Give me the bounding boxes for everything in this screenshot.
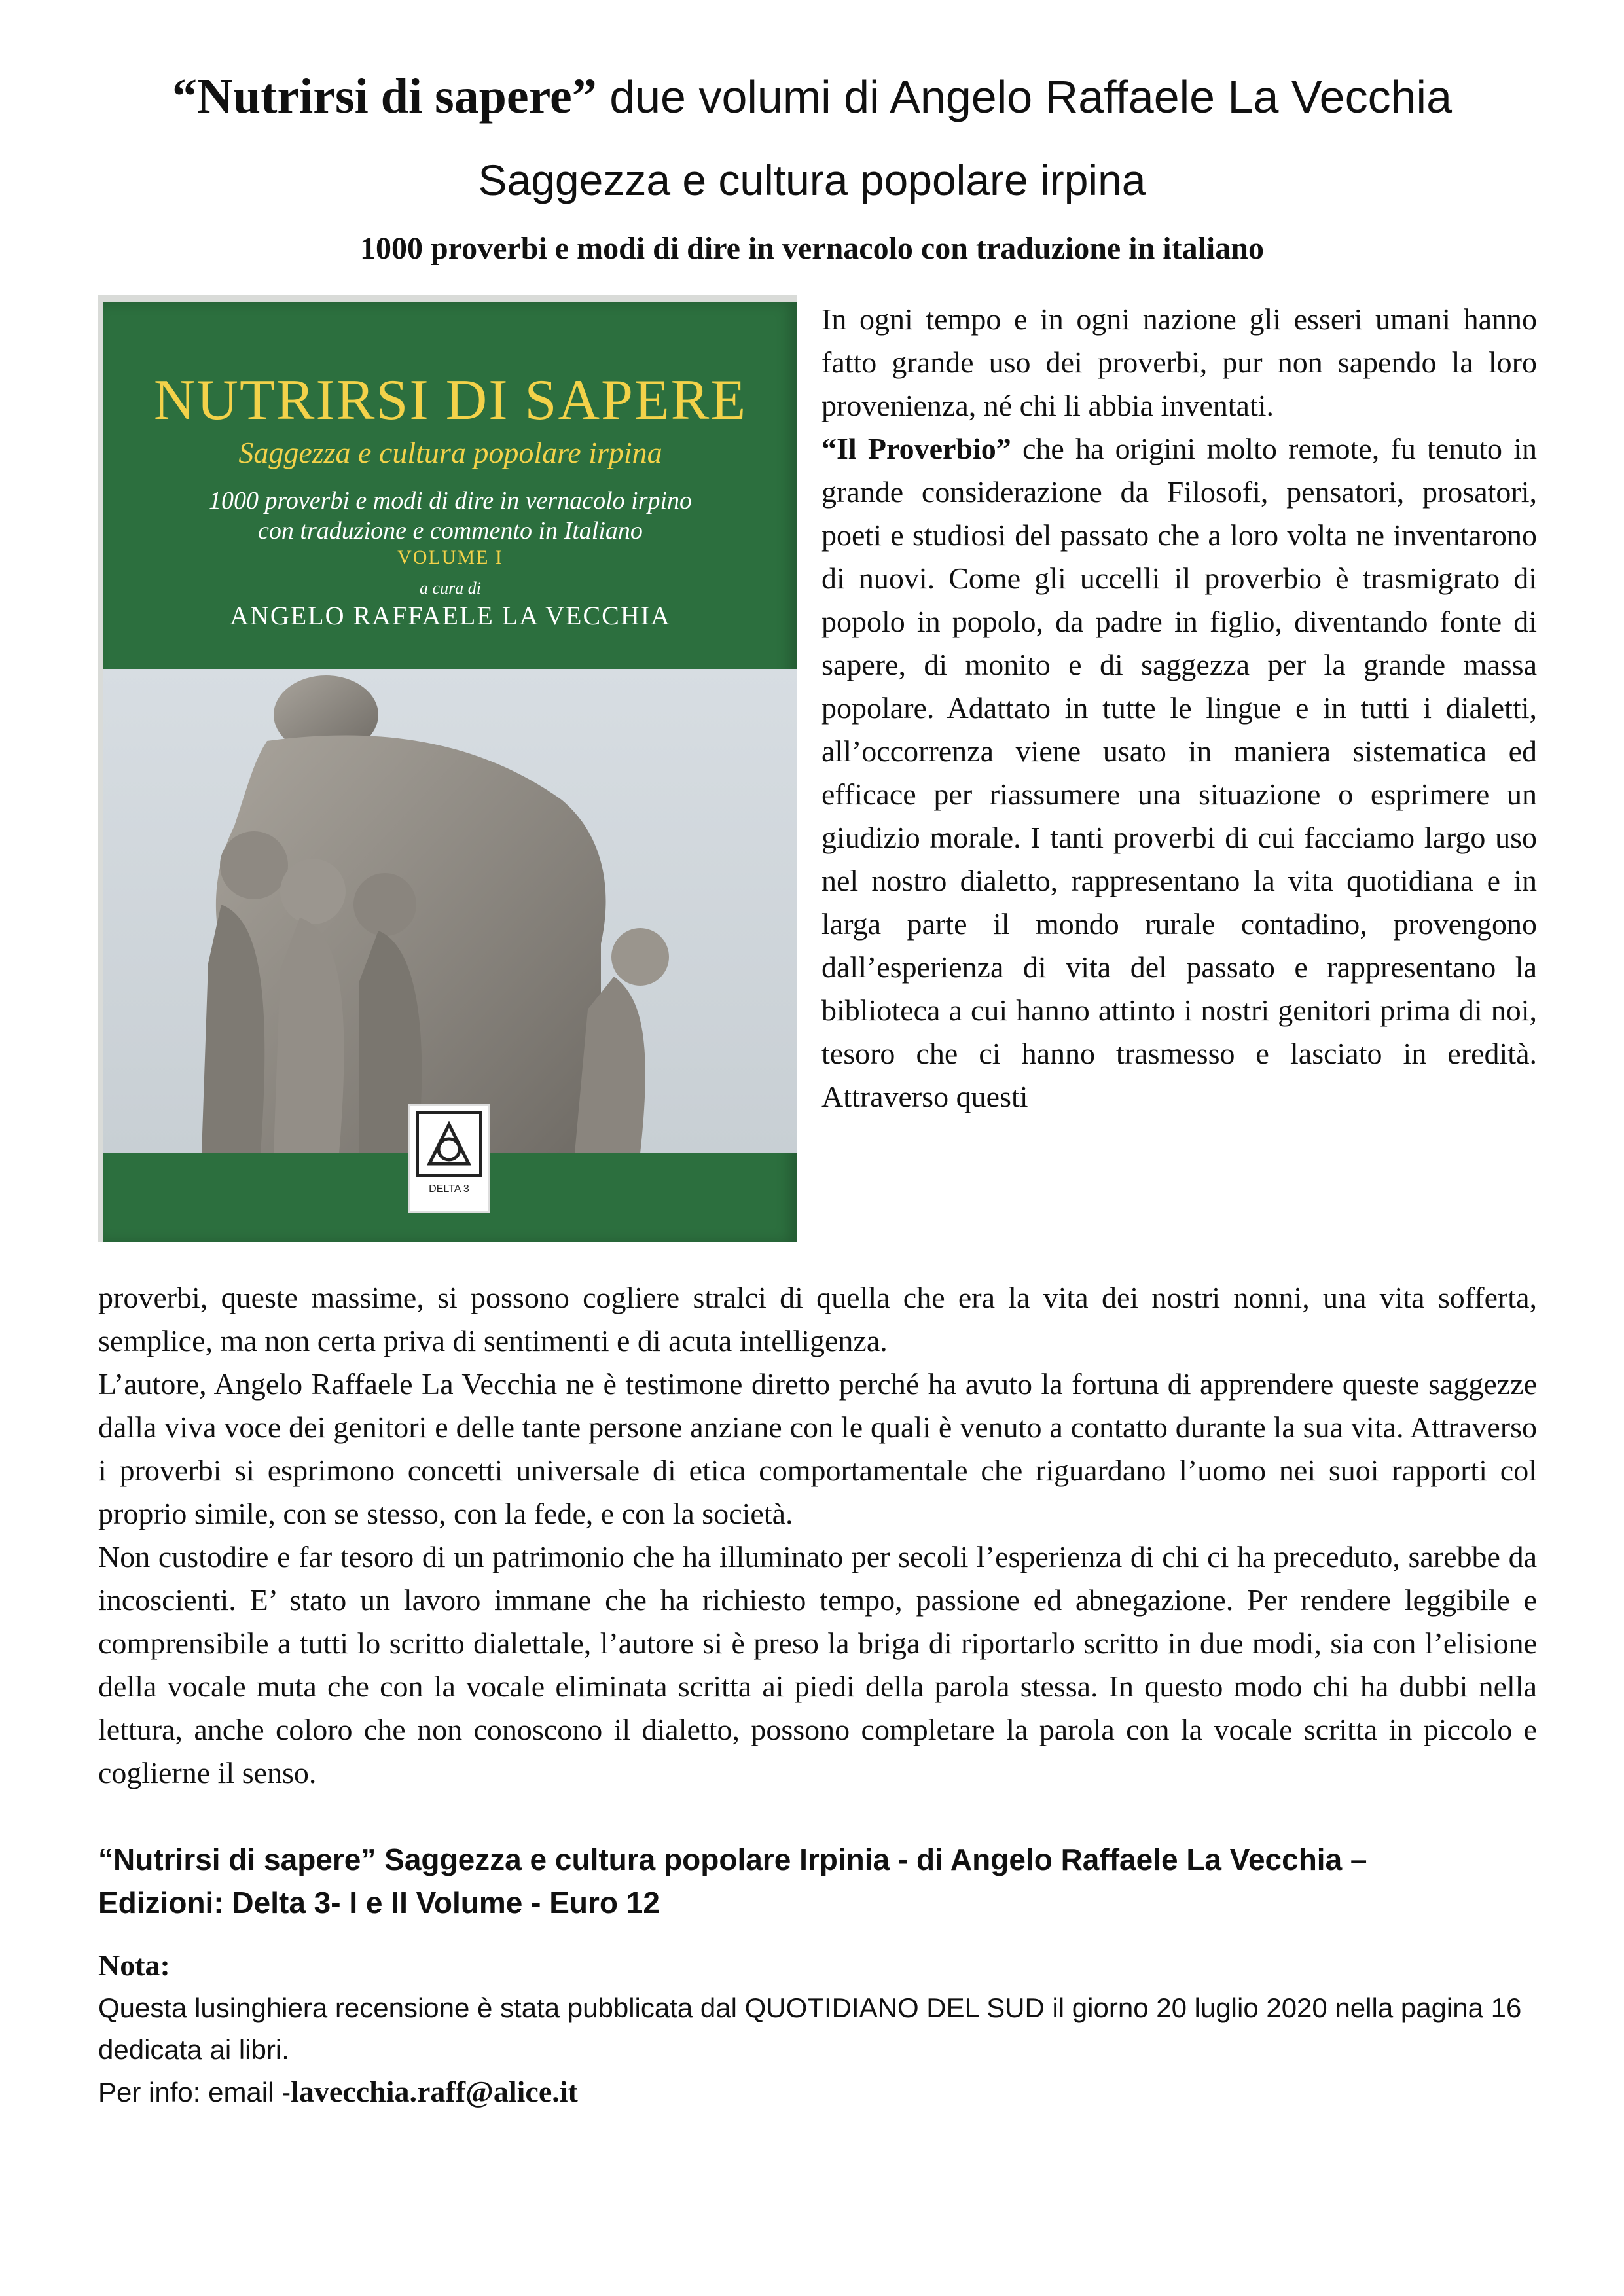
article-paragraph-2-text: che ha origini molto remote, fu tenuto in grande considerazione da Filosofi, pensatori, prosatori, poeti e studiosi del passato che a loro volta ne inventarono di nuovi. Come gli uccelli il proverbio è trasmigrato di popolo in popolo, da padre in figlio, diventando fonte di sapere, di monito e di saggezza per la grande massa popolare. Adattato in tutte le lingue e in tutti i dialetti, all’occorrenza viene usato in maniera sistematica ed efficace per riassumere una situazione o esprimere un giudizio morale. I tanti proverbi di cui facciamo largo uso nel nostro dialetto, rappresentano la vita quotidiana e in larga parte il mondo rurale contadino, provengono dall’esperienza di vita del passato e rappresentano la biblioteca a cui hanno attinto i nostri genitori prima di noi, tesoro che ci hanno trasmesso e lasciato in eredità. Attraverso questi bbox=[821, 432, 1537, 1113]
cover-author: ANGELO RAFFAELE LA VECCHIA bbox=[230, 601, 671, 630]
article-paragraph-2-end: proverbi, queste massime, si possono cogliere stralci di quella che era la vita dei nostri nonni, una vita sofferta, semplice, ma non certa priva di sentimenti e di acuta intelligenza. bbox=[98, 1281, 1537, 1357]
book-cover-photo bbox=[98, 295, 797, 1242]
page-subtitle: Saggezza e cultura popolare irpina bbox=[478, 156, 1146, 204]
cover-a-cura-di: a cura di bbox=[420, 579, 481, 598]
publisher-name: DELTA 3 bbox=[429, 1183, 469, 1194]
cover-desc-line2: con traduzione e commento in Italiano bbox=[258, 517, 643, 545]
book-info-line2: Edizioni: Delta 3- I e II Volume - Euro 12 bbox=[98, 1886, 660, 1920]
page-subheading: 1000 proverbi e modi di dire in vernacolo con traduzione in italiano bbox=[360, 231, 1264, 266]
cover-description bbox=[162, 486, 738, 546]
book-cover bbox=[103, 302, 797, 1242]
email-link[interactable]: lavecchia.raff@alice.it bbox=[291, 2075, 578, 2108]
article-column bbox=[821, 298, 1537, 1119]
book-info bbox=[98, 1838, 1537, 1924]
cover-title: NUTRIRSI DI SAPERE bbox=[153, 368, 748, 432]
article-wide bbox=[98, 1276, 1537, 2113]
delta3-logo-icon bbox=[416, 1111, 482, 1177]
contact-info bbox=[98, 2071, 1537, 2113]
article-paragraph-3: L’autore, Angelo Raffaele La Vecchia ne è testimone diretto perché ha avuto la fortuna di apprendere queste saggezze dalla viva voce dei genitori e delle tante persone anziane con le quali è venuto a contatto durante la sua vita. Attraverso i proverbi si esprimono concetti universale di etica comportamentale che riguardano l’uomo nei suoi rapporti col proprio simile, con se stesso, con la fede, e con la società. bbox=[98, 1367, 1537, 1530]
spacer bbox=[98, 1795, 1537, 1838]
contact-prefix: Per info: email - bbox=[98, 2077, 291, 2108]
nota-text: Questa lusinghiera recensione è stata pubblicata dal QUOTIDIANO DEL SUD il giorno 20 luglio 2020 nella pagina 16 dedicata ai libri. bbox=[98, 1992, 1522, 2065]
article-paragraph-2-start bbox=[821, 427, 1537, 1119]
article-paragraph-1: In ogni tempo e in ogni nazione gli esseri umani hanno fatto grande uso dei proverbi, pur non sapendo la loro provenienza, né chi li abbia inventati. bbox=[821, 302, 1537, 422]
book-info-line1: “Nutrirsi di sapere” Saggezza e cultura popolare Irpinia - di Angelo Raffaele La Vecchia – bbox=[98, 1842, 1367, 1876]
title-rest: due volumi di Angelo Raffaele La Vecchia bbox=[596, 71, 1453, 122]
publisher-logo bbox=[408, 1104, 490, 1213]
cover-volume: VOLUME I bbox=[397, 547, 503, 568]
cover-desc-line1: 1000 proverbi e modi di dire in vernacolo irpino bbox=[208, 487, 693, 514]
article-paragraph-4: Non custodire e far tesoro di un patrimonio che ha illuminato per secoli l’esperienza di chi ci ha preceduto, sarebbe da incoscienti. E’ stato un lavoro immane che ha richiesto tempo, passione ed abnegazione. Per rendere leggibile e comprensibile a tutti lo scritto dialettale, l’autore si è preso la briga di riportarlo scritto in due modi, sia con l’elisione della vocale muta che con la vocale eliminata scritta ai piedi della parola stessa. In questo modo chi ha dubbi nella lettura, anche coloro che non conoscono il dialetto, possono completare la parola con la vocale scritta in piccolo e coglierne il senso. bbox=[98, 1540, 1537, 1789]
page-title bbox=[0, 60, 1624, 133]
sculpture-illustration bbox=[103, 669, 797, 1153]
title-bold: “Nutrirsi di sapere” bbox=[171, 69, 597, 124]
cover-subtitle: Saggezza e cultura popolare irpina bbox=[238, 436, 662, 469]
sculpture-image bbox=[103, 669, 797, 1153]
proverbio-bold: “Il Proverbio” bbox=[821, 432, 1011, 465]
nota-label: Nota: bbox=[98, 1948, 170, 1982]
